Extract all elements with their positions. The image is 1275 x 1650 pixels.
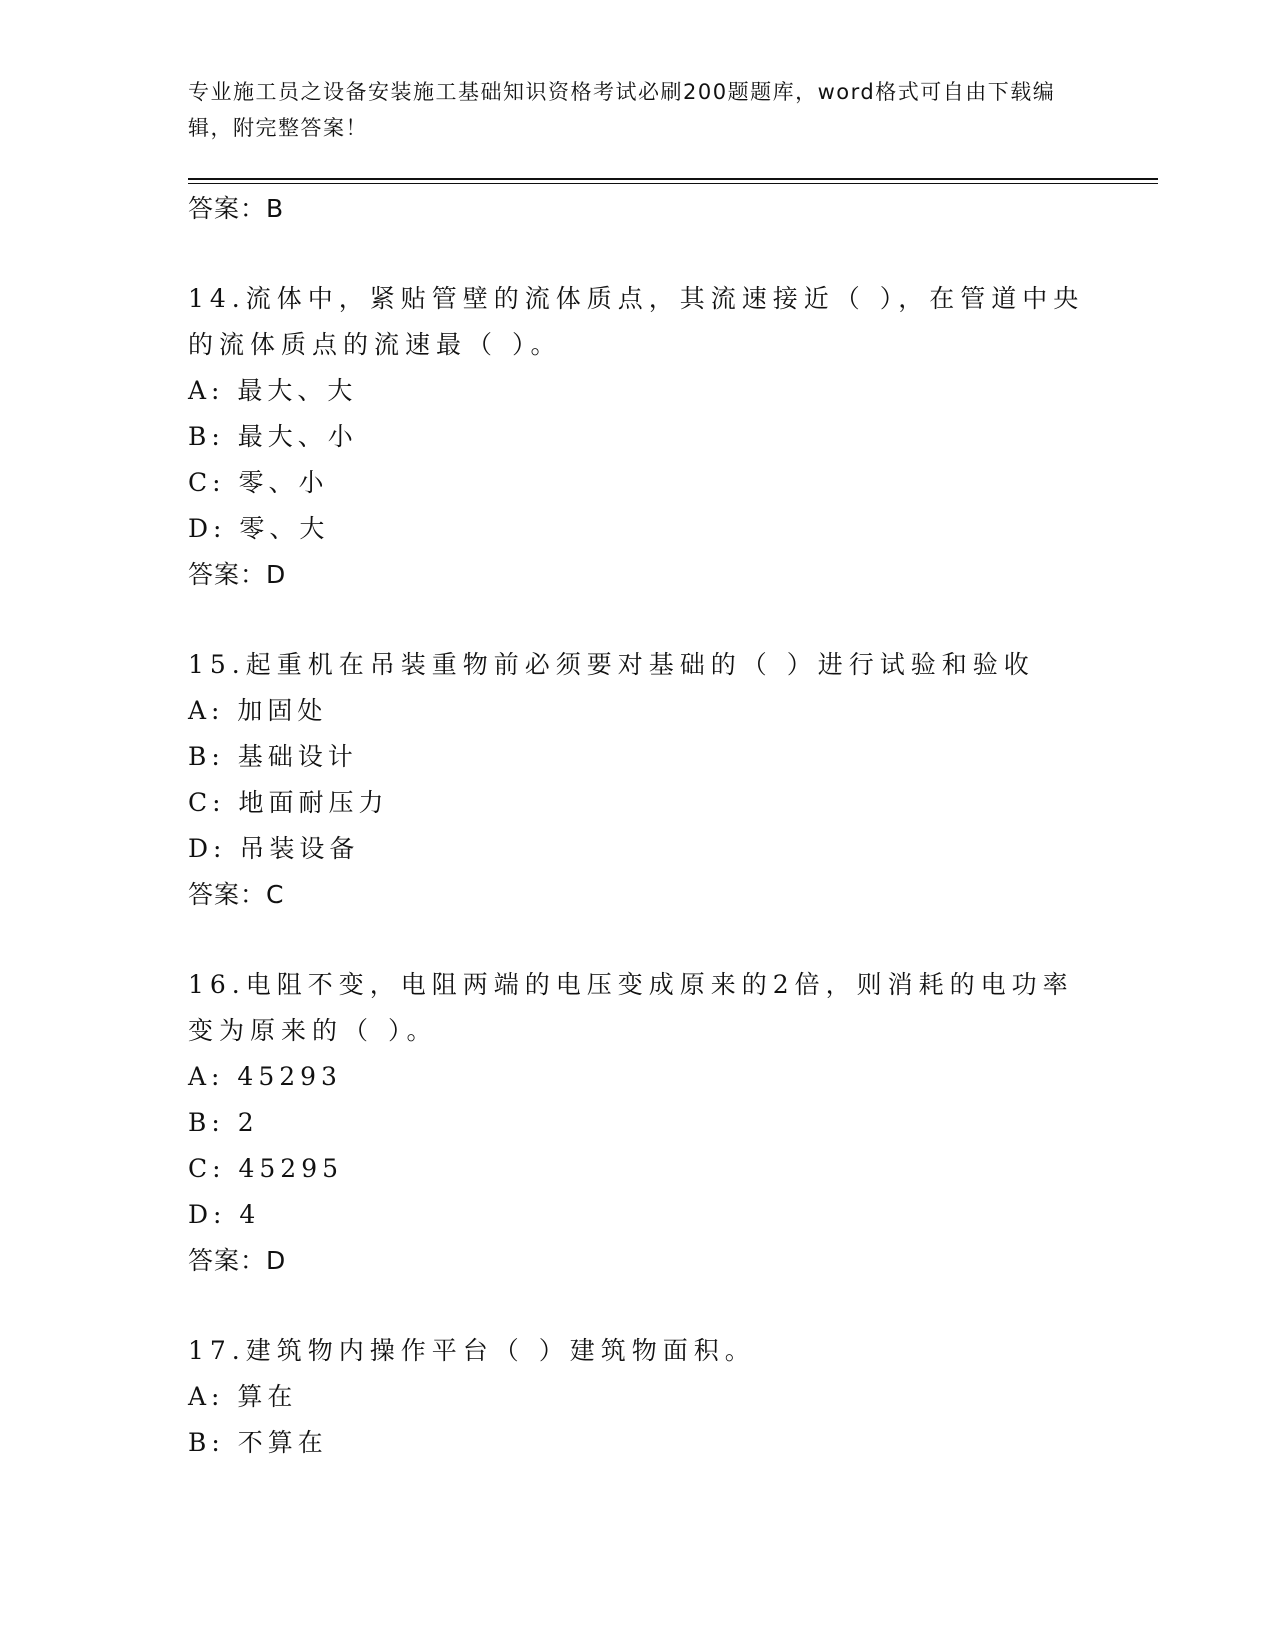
option-c: C: 地面耐压力 — [188, 788, 389, 817]
question-text: 17.建筑物内操作平台（ ）建筑物面积。 — [188, 1336, 756, 1365]
header-divider-thin — [188, 183, 1158, 184]
option-d: D: 4 — [188, 1200, 261, 1229]
question-14 — [188, 276, 1088, 598]
question-text: 16.电阻不变，电阻两端的电压变成原来的2倍，则消耗的电功率变为原来的（ ）。 — [188, 970, 1074, 1045]
question-15 — [188, 642, 1088, 918]
option-a: A: 45293 — [188, 1062, 342, 1091]
answer-line: 答案：C — [188, 880, 285, 909]
question-list — [188, 186, 1088, 1466]
document-header: 专业施工员之设备安装施工基础知识资格考试必刷200题题库，word格式可自由下载编辑，附完整答案！ — [188, 80, 1056, 140]
option-c: C: 零、小 — [188, 468, 329, 497]
question-16 — [188, 962, 1088, 1284]
question-text: 14.流体中，紧贴管壁的流体质点，其流速接近（ ），在管道中央的流体质点的流速最（ ）。 — [188, 284, 1085, 359]
question-17 — [188, 1328, 1088, 1466]
answer-line: 答案：B — [188, 194, 285, 223]
question-text: 15.起重机在吊装重物前必须要对基础的（ ）进行试验和验收 — [188, 650, 1035, 679]
answer-line: 答案：D — [188, 560, 287, 589]
option-b: B: 不算在 — [188, 1428, 328, 1457]
option-a: A: 加固处 — [188, 696, 328, 725]
option-b: B: 基础设计 — [188, 742, 358, 771]
option-c: C: 45295 — [188, 1154, 344, 1183]
option-d: D: 吊装设备 — [188, 834, 360, 863]
option-b: B: 最大、小 — [188, 422, 358, 451]
answer-line: 答案：D — [188, 1246, 287, 1275]
option-a: A: 最大、大 — [188, 376, 358, 405]
option-d: D: 零、大 — [188, 514, 330, 543]
header-divider — [188, 178, 1158, 180]
option-a: A: 算在 — [188, 1382, 298, 1411]
option-b: B: 2 — [188, 1108, 259, 1137]
